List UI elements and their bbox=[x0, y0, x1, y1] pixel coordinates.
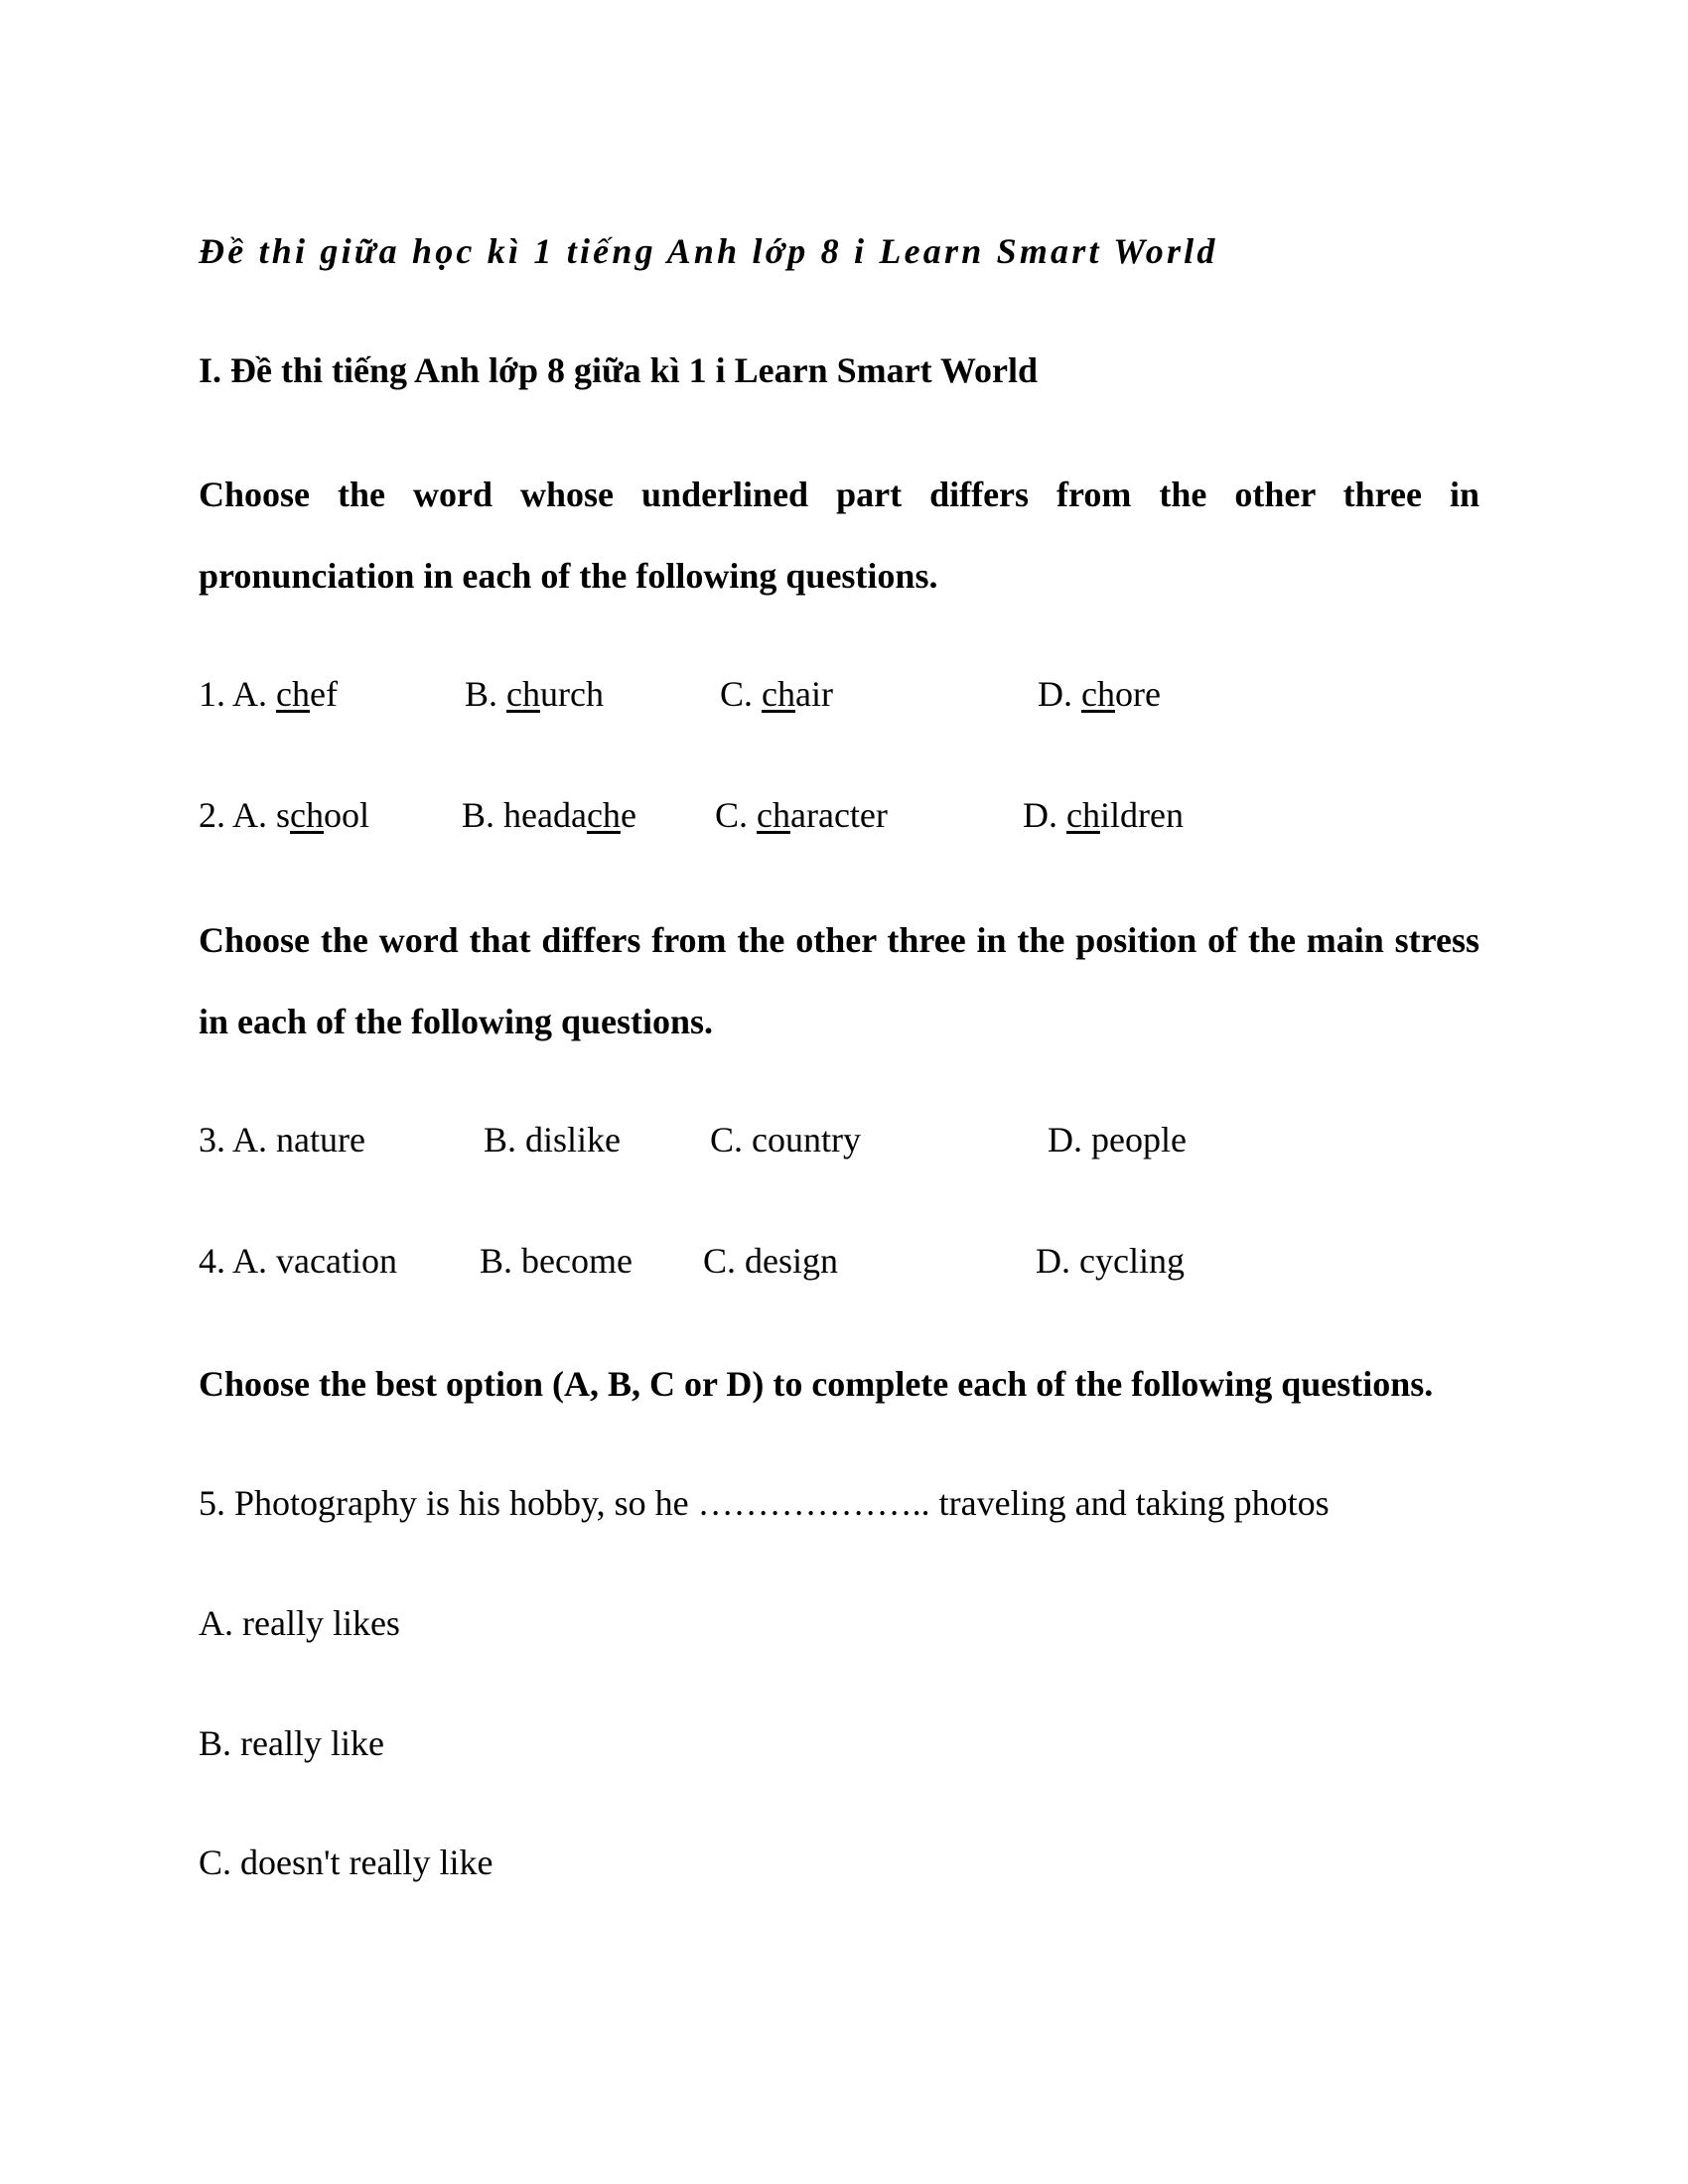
instruction-best-option: Choose the best option (A, B, C or D) to complete each of the following questions. bbox=[199, 1364, 1434, 1404]
question-2-option-c: C. character bbox=[715, 795, 888, 835]
question-4-option-a: 4. A. vacation bbox=[199, 1241, 397, 1281]
question-1-option-c: C. chair bbox=[720, 674, 833, 714]
question-4-option-c: C. design bbox=[703, 1241, 839, 1281]
question-4-option-b: B. become bbox=[480, 1241, 633, 1281]
document-title: Đề thi giữa học kì 1 tiếng Anh lớp 8 i Learn Smart World bbox=[199, 231, 1218, 271]
question-1-option-a: 1. A. chef bbox=[199, 674, 338, 714]
question-3-option-d: D. people bbox=[1048, 1120, 1187, 1160]
question-3-option-b: B. dislike bbox=[484, 1120, 622, 1160]
question-1 bbox=[199, 673, 1489, 723]
question-4-option-d: D. cycling bbox=[1036, 1241, 1185, 1281]
question-1-option-d: D. chore bbox=[1038, 674, 1161, 714]
question-3-option-a: 3. A. nature bbox=[199, 1120, 365, 1160]
question-2 bbox=[199, 794, 1489, 844]
question-5-option-c: C. doesn't really like bbox=[199, 1843, 493, 1882]
instruction-stress: Choose the word that differs from the other three in the position of the main stress in each of the following questions. bbox=[199, 920, 1479, 1041]
question-1-option-b: B. church bbox=[465, 674, 604, 714]
question-2-option-d: D. children bbox=[1023, 795, 1184, 835]
question-3-option-c: C. country bbox=[710, 1120, 861, 1160]
question-2-option-b: B. headаche bbox=[462, 795, 636, 835]
question-5-stem: 5. Photography is his hobby, so he ……………….. traveling and taking photos bbox=[199, 1483, 1330, 1523]
question-5-option-a: A. really likes bbox=[199, 1603, 400, 1643]
instruction-pronunciation: Choose the word whose underlined part differs from the other three in pronunciation in each of the following questions. bbox=[199, 475, 1479, 596]
question-4 bbox=[199, 1240, 1489, 1290]
question-5-option-b: B. really like bbox=[199, 1723, 384, 1763]
question-3 bbox=[199, 1119, 1489, 1168]
question-2-option-a: 2. A. school bbox=[199, 795, 370, 835]
section-heading: I. Đề thi tiếng Anh lớp 8 giữa kì 1 i Learn Smart World bbox=[199, 350, 1038, 390]
